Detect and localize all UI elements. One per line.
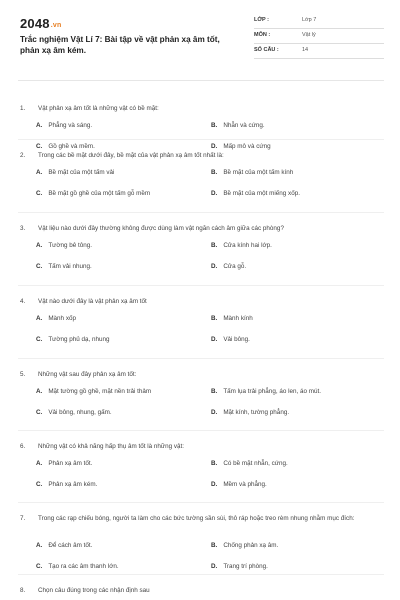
question-divider [18, 574, 384, 575]
answer-option[interactable] [211, 563, 268, 570]
option-text: Phẳng và sáng. [48, 122, 93, 129]
option-letter: C. [36, 409, 43, 416]
answer-option[interactable] [211, 460, 288, 467]
answer-option[interactable] [36, 336, 110, 343]
option-letter: A. [36, 542, 43, 549]
option-letter: D. [211, 563, 218, 570]
answer-option[interactable] [211, 242, 272, 249]
question-text: Những vật sau đây phản xạ âm tốt: [38, 371, 137, 378]
answer-option[interactable] [211, 143, 271, 150]
question-item [18, 442, 384, 488]
question-number: 3. [20, 225, 26, 232]
option-letter: D. [211, 190, 218, 197]
option-text: Cửa kính hai lớp. [223, 242, 272, 249]
option-text: Tạo ra các âm thanh lớn. [48, 563, 119, 570]
option-text: Phản xạ âm tốt. [48, 460, 93, 467]
option-text: Mành kính [223, 315, 253, 322]
answer-option[interactable] [36, 409, 112, 416]
question-text: Trong các bề mặt dưới đây, bề mặt của vật phản xạ âm tốt nhất là: [38, 152, 224, 159]
option-text: Tấm lụa trải phẳng, áo len, áo mút. [223, 388, 321, 395]
option-letter: B. [211, 242, 218, 249]
option-letter: C. [36, 190, 43, 197]
answer-option[interactable] [211, 336, 250, 343]
answer-option[interactable] [211, 388, 321, 395]
question-number: 4. [20, 298, 26, 305]
answer-option[interactable] [211, 263, 246, 270]
page-title: Trắc nghiệm Vật Lí 7: Bài tập về vật phản xạ âm tốt, phản xạ âm kém. [20, 35, 220, 55]
option-text: Tường bê tông. [48, 242, 93, 249]
option-text: Chống phản xạ âm. [223, 542, 279, 549]
question-item [18, 104, 384, 150]
meta-value: Lớp 7 [302, 17, 317, 23]
option-text: Bề mặt của một miếng xốp. [223, 190, 300, 197]
option-text: Mặt tường gồ ghề, mặt nền trải thảm [48, 388, 152, 395]
question-stem [18, 297, 384, 306]
option-text: Tấm vải nhung. [48, 263, 92, 270]
question-text: Vật liệu nào dưới đây thường không được dùng làm vật ngăn cách âm giữa các phòng? [38, 225, 284, 232]
option-letter: B. [211, 460, 218, 467]
option-text: Gồ ghề và mềm. [48, 143, 95, 150]
option-letter: D. [211, 336, 218, 343]
answer-option[interactable] [36, 481, 97, 488]
option-letter: C. [36, 263, 43, 270]
question-item [18, 224, 384, 270]
answer-option[interactable] [211, 542, 278, 549]
question-item [18, 297, 384, 343]
option-text: Có bề mặt nhẵn, cứng. [223, 460, 288, 467]
question-text: Vật nào dưới đây là vật phản xạ âm tốt [38, 298, 147, 305]
option-letter: A. [36, 169, 43, 176]
option-letter: C. [36, 481, 43, 488]
question-divider [18, 212, 384, 213]
meta-label: SỐ CÂU : [254, 47, 279, 53]
question-item [18, 370, 384, 416]
option-text: Vải bông, nhung, gấm. [48, 409, 112, 416]
option-text: Cửa gỗ. [223, 263, 247, 270]
option-letter: D. [211, 263, 218, 270]
question-stem [18, 442, 384, 451]
question-stem [18, 514, 384, 523]
answer-option[interactable] [36, 563, 119, 570]
question-text: Những vật có khả năng hấp thụ âm tốt là những vật: [38, 443, 185, 450]
meta-row-count [254, 44, 384, 59]
option-letter: B. [211, 388, 218, 395]
option-text: Để cách âm tốt. [48, 542, 93, 549]
option-text: Mặt kính, tường phẳng. [223, 409, 290, 416]
question-divider [18, 139, 384, 140]
question-item [18, 586, 384, 595]
answer-option[interactable] [36, 263, 92, 270]
meta-label: LỚP : [254, 17, 269, 23]
question-item [18, 514, 384, 570]
meta-label: MÔN : [254, 32, 271, 38]
question-number: 5. [20, 371, 26, 378]
meta-row-class [254, 14, 384, 29]
option-letter: A. [36, 122, 43, 129]
question-item [18, 151, 384, 197]
logo-main: 2048 [20, 16, 50, 31]
option-text: Bề mặt của một tấm vải [48, 169, 115, 176]
question-stem [18, 151, 384, 160]
meta-row-subject [254, 29, 384, 44]
option-text: Tường phủ dạ, nhung [48, 336, 110, 343]
option-letter: B. [211, 122, 218, 129]
header [18, 14, 384, 72]
question-number: 6. [20, 443, 26, 450]
answer-option[interactable] [36, 460, 92, 467]
option-text: Vải bông. [223, 336, 250, 343]
question-text: Vật phản xạ âm tốt là những vật có bề mặt: [38, 105, 159, 112]
answer-option[interactable] [36, 122, 92, 129]
question-number: 8. [20, 587, 26, 594]
answer-option[interactable] [36, 315, 76, 322]
site-logo[interactable] [20, 16, 61, 31]
option-letter: D. [211, 143, 218, 150]
option-letter: D. [211, 481, 218, 488]
question-stem [18, 104, 384, 113]
answer-option[interactable] [211, 409, 289, 416]
option-letter: C. [36, 143, 43, 150]
option-letter: B. [211, 542, 218, 549]
question-divider [18, 502, 384, 503]
question-stem [18, 586, 384, 595]
option-letter: B. [211, 315, 218, 322]
question-text: Chọn câu đúng trong các nhận định sau [38, 587, 150, 594]
question-text: Trong các rạp chiếu bóng, người ta làm cho các bức tường sần sùi, thô ráp hoặc treo rèm nhung nhằm mục đích: [38, 515, 355, 522]
option-letter: A. [36, 388, 43, 395]
option-letter: D. [211, 409, 218, 416]
meta-value: Vật lý [302, 32, 316, 38]
answer-option[interactable] [36, 169, 114, 176]
option-letter: A. [36, 460, 43, 467]
option-text: Bề mặt của một tấm kính [223, 169, 294, 176]
answer-option[interactable] [36, 190, 150, 197]
option-text: Nhẵn và cứng. [223, 122, 265, 129]
answer-option[interactable] [36, 143, 95, 150]
option-text: Mềm và phẳng. [223, 481, 267, 488]
option-letter: A. [36, 242, 43, 249]
answer-option[interactable] [36, 542, 92, 549]
question-stem [18, 224, 384, 233]
option-text: Phản xạ âm kém. [48, 481, 98, 488]
meta-value: 14 [302, 47, 309, 53]
answer-option[interactable] [211, 315, 253, 322]
question-divider [18, 358, 384, 359]
option-text: Trang trí phòng. [223, 563, 268, 570]
option-text: Bề mặt gồ ghề của một tấm gỗ mềm [48, 190, 151, 197]
answer-option[interactable] [211, 169, 293, 176]
header-divider [18, 80, 384, 81]
option-letter: A. [36, 315, 43, 322]
answer-option[interactable] [36, 242, 92, 249]
option-letter: B. [211, 169, 218, 176]
option-text: Mành xốp [48, 315, 76, 322]
answer-option[interactable] [211, 190, 300, 197]
question-number: 7. [20, 515, 26, 522]
meta-table [254, 14, 384, 59]
question-stem [18, 370, 384, 379]
question-divider [18, 285, 384, 286]
question-number: 1. [20, 105, 26, 112]
answer-option[interactable] [211, 122, 265, 129]
answer-option[interactable] [211, 481, 267, 488]
answer-option[interactable] [36, 388, 151, 395]
question-divider [18, 430, 384, 431]
question-number: 2. [20, 152, 26, 159]
logo-ext: .vn [50, 22, 62, 29]
option-letter: C. [36, 336, 43, 343]
option-text: Mấp mô và cứng [223, 143, 271, 150]
option-letter: C. [36, 563, 43, 570]
